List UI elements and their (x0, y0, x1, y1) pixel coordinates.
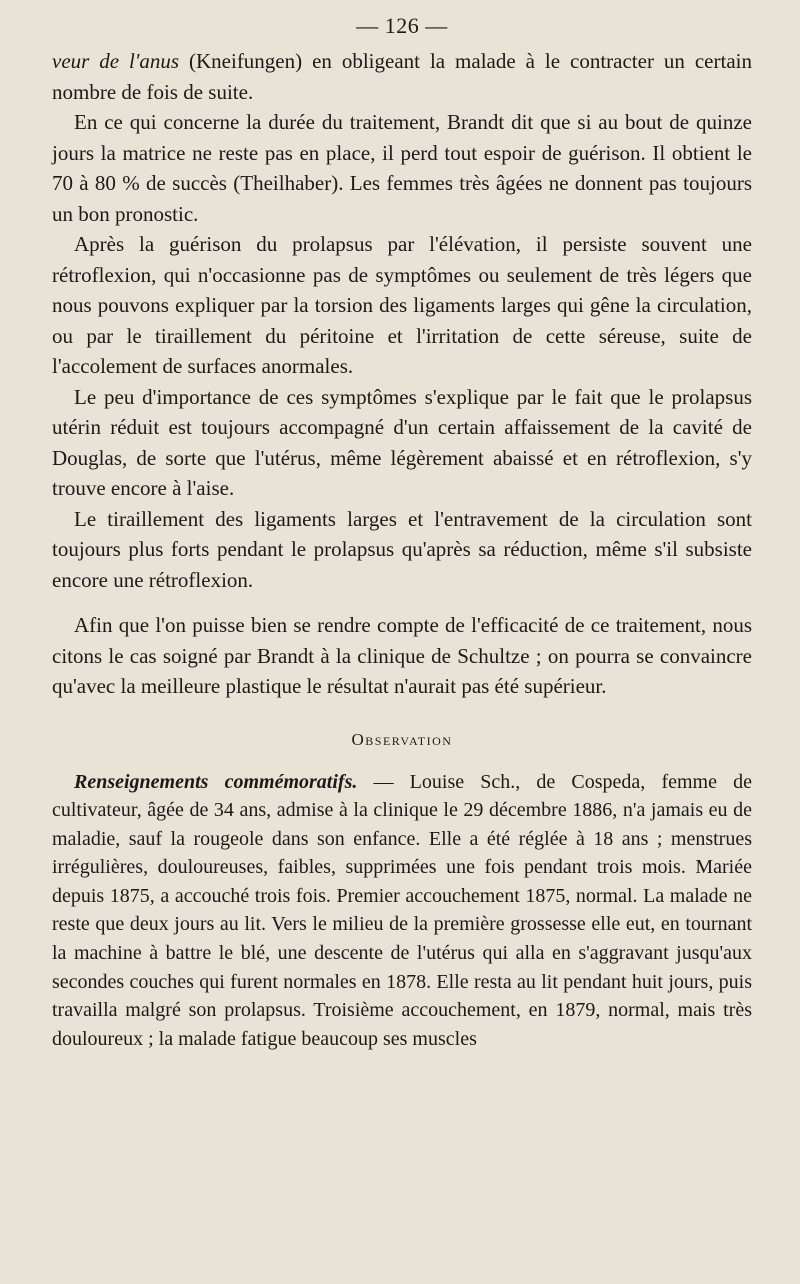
observation-heading: Observation (351, 729, 453, 749)
paragraph-text: (Kneifungen) en obligeant la malade à le contracter un certain nombre de fois de suite. (52, 49, 752, 104)
paragraph-retroflexion: Après la guérison du prolapsus par l'élévation, il persiste souvent une rétroflexion, qui n'occasionne pas de symptômes ou seulement de très légers que nous pouvons expliquer par la torsion des ligaments larges qui gêne la circulation, ou par le tiraillement du péritoine et l'irritation de cette séreuse, suite de l'accolement de surfaces anormales. (52, 232, 752, 378)
observation-text: — Louise Sch., de Cospeda, femme de cultivateur, âgée de 34 ans, admise à la clinique le 29 décembre 1886, n'a jamais eu de maladie, sauf la rougeole dans son enfance. Elle a été réglée à 18 ans ; menstrues irrégulières, douloureuses, faibles, supprimées une fois pendant trois mois. Mariée depuis 1875, a accouché trois fois. Premier accouchement 1875, normal. La malade ne reste que deux jours au lit. Vers le milieu de la première grossesse elle eut, en tournant la machine à battre le blé, une descente de l'utérus qui alla en s'aggravant jusqu'aux secondes couches qui furent normales en 1878. Elle resta au lit pendant huit jours, puis travailla malgré son prolapsus. Troisième accouchement, en 1879, normal, mais très douloureux ; la malade fatigue beaucoup ses muscles (52, 770, 753, 1050)
paragraph-duration: En ce qui concerne la durée du traitement, Brandt dit que si au bout de quinze jours la matrice ne reste pas en place, il perd tout espoir de guérison. Il obtient le 70 à 80 % de succès (Theilhaber). Les femmes très âgées ne donnent pas toujours un bon pronostic. (52, 110, 752, 226)
paragraph-symptoms: Le peu d'importance de ces symptômes s'explique par le fait que le prolapsus utérin réduit est toujours accompagné d'un certain affaissement de la cavité de Douglas, de sorte que l'utérus, même légèrement abaissé et en rétroflexion, s'y trouve encore à l'aise. (52, 384, 752, 500)
italic-lead-text: veur de l'anus (52, 49, 180, 73)
paragraph-ligaments: Le tiraillement des ligaments larges et l'entravement de la circulation sont toujours plus forts pendant le prolapsus qu'après sa réduction, même s'il subsiste encore une rétroflexion. (52, 506, 752, 592)
page-number: — 126 — (356, 13, 448, 38)
observation-paragraph (52, 768, 752, 1054)
observation-lead: Renseignements commémoratifs. (74, 770, 358, 793)
paragraph-case-intro: Afin que l'on puisse bien se rendre compte de l'efficacité de ce traitement, nous citons le cas soigné par Brandt à la clinique de Schultze ; on pourra se convaincre qu'avec la meilleure plastique le résultat n'aurait pas été supérieur. (52, 613, 752, 698)
paragraph-continuation (52, 46, 752, 107)
